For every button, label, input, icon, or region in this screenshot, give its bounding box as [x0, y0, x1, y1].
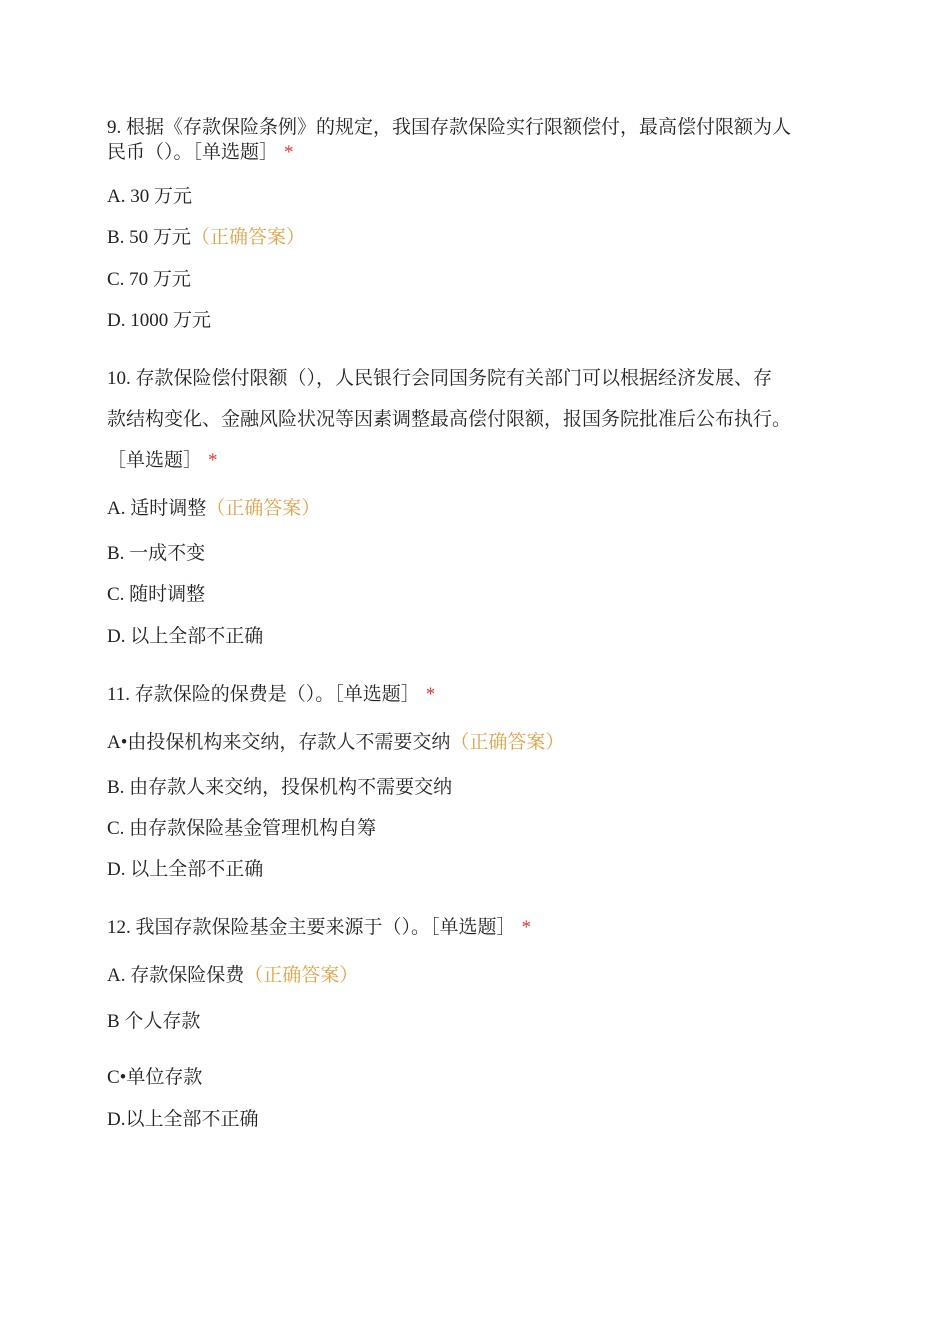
question-12-option-a: A. 存款保险保费（正确答案） [107, 965, 359, 986]
question-11-option-a: A•由投保机构来交纳，存款人不需要交纳（正确答案） [107, 732, 565, 753]
question-11-text: 11. 存款保险的保费是（）。［单选题］ * [107, 684, 436, 705]
question-12-text: 12. 我国存款保险基金主要来源于（）。［单选题］ * [107, 917, 532, 938]
question-9-text-cont: 民币（）。［单选题］ * [107, 142, 294, 163]
correct-answer-tag: （正确答案） [244, 965, 359, 986]
required-mark: * [208, 450, 218, 471]
question-10-option-d: D. 以上全部不正确 [107, 626, 264, 647]
question-10-text-cont: 款结构变化、金融风险状况等因素调整最高偿付限额，报国务院批准后公布执行。 [107, 409, 792, 430]
question-9-text: 9. 根据《存款保险条例》的规定，我国存款保险实行限额偿付，最高偿付限额为人 [107, 117, 792, 138]
question-9-option-a: A. 30 万元 [107, 186, 192, 207]
question-12-option-b: B 个人存款 [107, 1011, 201, 1032]
correct-answer-tag: （正确答案） [206, 498, 321, 519]
question-10-option-c: C. 随时调整 [107, 584, 206, 605]
question-12-option-c: C•单位存款 [107, 1067, 203, 1088]
question-10-option-a: A. 适时调整（正确答案） [107, 498, 321, 519]
question-11-option-b: B. 由存款人来交纳，投保机构不需要交纳 [107, 777, 453, 798]
question-10-text: 10. 存款保险偿付限额（），人民银行会同国务院有关部门可以根据经济发展、存 [107, 368, 773, 389]
question-9-option-c: C. 70 万元 [107, 269, 191, 290]
question-12-option-d: D.以上全部不正确 [107, 1109, 259, 1130]
question-10-option-b: B. 一成不变 [107, 543, 206, 564]
question-11-option-c: C. 由存款保险基金管理机构自筹 [107, 818, 377, 839]
question-11-option-d: D. 以上全部不正确 [107, 859, 264, 880]
required-mark: * [425, 684, 436, 705]
question-9-option-b: B. 50 万元（正确答案） [107, 227, 305, 248]
correct-answer-tag: （正确答案） [450, 732, 565, 753]
required-mark: * [521, 917, 532, 938]
required-mark: * [284, 142, 294, 163]
correct-answer-tag: （正确答案） [190, 227, 305, 248]
question-10-type: ［单选题］ * [107, 450, 218, 471]
question-9-option-d: D. 1000 万元 [107, 310, 211, 331]
